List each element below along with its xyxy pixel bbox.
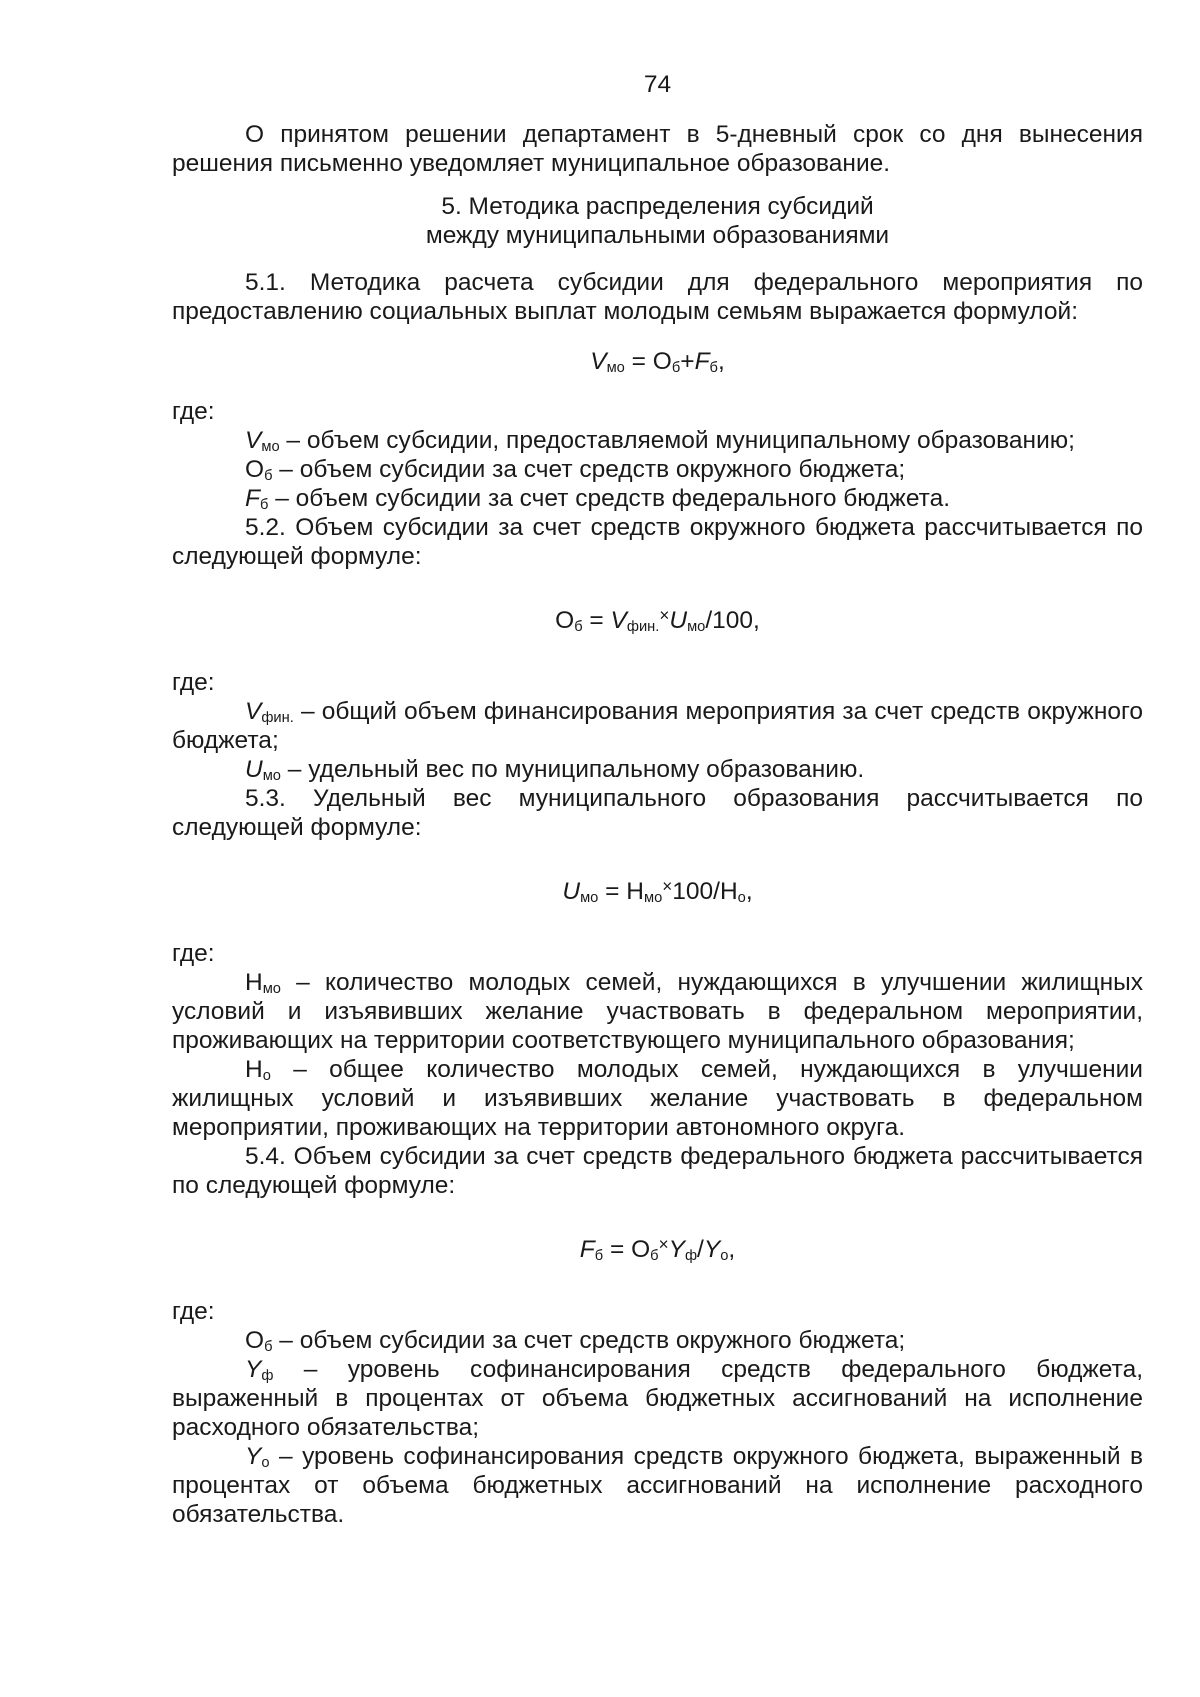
def-text: – удельный вес по муниципальному образованию. [280,756,865,783]
def-symbol-sub: фин. [261,710,294,726]
formula-1-o-sub: б [671,360,681,376]
paragraph-5-1: 5.1. Методика расчета субсидии для федерального мероприятия по предоставлению социальных выплат молодым семьям выражается формулой: [172,269,1143,325]
def-symbol: Y [245,1356,262,1383]
def-symbol-sub: мо [262,768,281,784]
formula-3-u: U [562,878,581,905]
formula-1-plus: + [680,348,695,375]
definition-3-2 [172,1055,1143,1142]
formula-4-eq: = O [603,1236,651,1263]
formula-4-y2: Y [703,1236,721,1263]
formula-3-h-sub: мо [643,890,663,906]
definition-2-1 [172,697,1143,755]
where-label-2: где: [172,669,215,696]
formula-2-o: O [555,607,575,634]
paragraph-5-4: 5.4. Объем субсидии за счет средств федерального бюджета рассчитывается по следующей формуле: [172,1143,1143,1199]
def-text: – объем субсидии за счет средств федерального бюджета. [268,485,951,512]
formula-1-v: V [590,348,607,375]
formula-3-h2-sub: о [737,890,746,906]
def-symbol-sub: мо [261,439,280,455]
def-symbol: H [245,1056,263,1083]
formula-4-end: , [728,1236,736,1263]
definition-1-1 [172,426,1143,455]
def-symbol: U [245,756,263,783]
def-text: – объем субсидии за счет средств окружного бюджета; [272,1327,906,1354]
formula-3-u-sub: мо [580,890,599,906]
formula-2-u: U [669,607,688,634]
formula-3-mid: 100/H [672,878,738,905]
def-text: – общий объем финансирования мероприятия за счет средств окружного бюджета; [172,698,1143,754]
formula-4-y: Y [668,1236,685,1263]
definition-3-1 [172,968,1143,1055]
formula-4 [172,1235,1143,1264]
section-heading-line-2: между муниципальными образованиями [425,222,890,249]
formula-3-eq: = H [598,878,644,905]
def-symbol-sub: о [261,1455,270,1471]
def-symbol-sub: б [259,497,269,513]
def-symbol: O [245,456,265,483]
def-text: – объем субсидии за счет средств окружного бюджета; [272,456,906,483]
where-label-3: где: [172,940,215,967]
formula-4-f-sub: б [594,1248,604,1264]
formula-1-v-sub: мо [606,360,625,376]
section-heading [172,192,1143,250]
formula-3-times: × [662,876,673,896]
where-label-4: где: [172,1298,215,1325]
formula-4-times: × [658,1234,669,1254]
intro-paragraph: О принятом решении департамент в 5-дневный срок со дня вынесения решения письменно уведомляет муниципальное образование. [172,121,1143,177]
def-symbol-sub: мо [262,981,281,997]
def-symbol: Y [245,1443,262,1470]
def-symbol: V [245,427,262,454]
formula-1-eq: = O [624,348,672,375]
def-symbol-sub: б [264,468,273,484]
def-symbol: H [245,969,263,996]
formula-4-y-sub: ф [684,1248,698,1264]
where-label-1: где: [172,398,215,425]
def-symbol-sub: о [262,1068,271,1084]
formula-2-v-sub: фин. [626,619,660,635]
definition-2-2 [172,755,1143,784]
formula-4-y2-sub: о [720,1248,729,1264]
section-heading-line-1: 5. Методика распределения субсидий [441,193,874,220]
formula-3 [172,877,1143,906]
definition-4-2 [172,1355,1143,1442]
formula-2 [172,606,1143,635]
formula-2-u-sub: мо [687,619,706,635]
page-number: 74 [643,71,672,98]
def-text: – количество молодых семей, нуждающихся в улучшении жилищных условий и изъявивших желание участвовать в федеральном мероприятии, проживающих на территории соответствующего муниципального образования; [172,969,1143,1054]
definition-1-2 [172,455,1143,484]
def-text: – уровень софинансирования средств окружного бюджета, выраженный в процентах от объема бюджетных ассигнований на исполнение расходного обязательства. [172,1443,1143,1528]
definition-4-3 [172,1442,1143,1529]
formula-4-f: F [579,1236,595,1263]
def-text: – уровень софинансирования средств федерального бюджета, выраженный в процентах от объема бюджетных ассигнований на исполнение расходного обязательства; [172,1356,1143,1441]
formula-2-eq: = [582,607,611,634]
formula-2-times: × [659,605,670,625]
formula-1-f-sub: б [709,360,718,376]
def-text: – объем субсидии, предоставляемой муниципальному образованию; [279,427,1075,454]
formula-1-f: F [694,348,710,375]
paragraph-5-3: 5.3. Удельный вес муниципального образования рассчитывается по следующей формуле: [172,785,1143,841]
definition-4-1 [172,1326,1143,1355]
def-symbol: O [245,1327,265,1354]
def-symbol-sub: ф [261,1368,274,1384]
def-symbol-sub: б [264,1339,273,1355]
formula-1-end: , [717,348,725,375]
formula-2-o-sub: б [574,619,583,635]
def-symbol: V [245,698,262,725]
paragraph-5-2: 5.2. Объем субсидии за счет средств окружного бюджета рассчитывается по следующей формуле: [172,514,1143,570]
formula-3-end: , [745,878,753,905]
formula-1 [172,347,1143,376]
definition-1-3 [172,484,1143,513]
formula-2-end: /100, [705,607,760,634]
formula-2-v: V [610,607,627,634]
formula-4-o-sub: б [650,1248,659,1264]
formula-4-slash: / [697,1236,704,1263]
def-symbol: F [245,485,260,512]
def-text: – общее количество молодых семей, нуждающихся в улучшении жилищных условий и изъявивших желание участвовать в федеральном мероприятии, проживающих на территории автономного округа. [172,1056,1143,1141]
